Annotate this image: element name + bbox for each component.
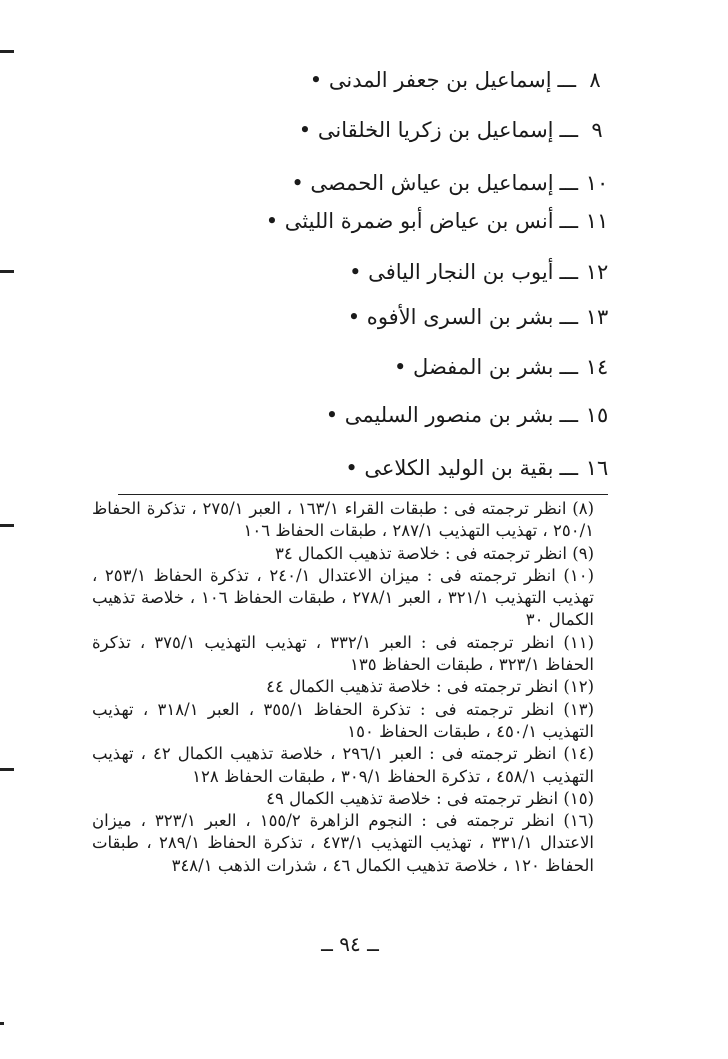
footnote-12: (١٢) انظر ترجمته فى : خلاصة تذهيب الكمال ٤٤ [266, 677, 594, 697]
entry-dash: ـــ [559, 456, 578, 480]
entry-name: إسماعيل بن جعفر المدنى • [309, 68, 552, 92]
list-item [291, 168, 610, 198]
entry-number: ١٠ [585, 171, 609, 195]
entry-dash: ـــ [559, 355, 578, 379]
footnote-10: (١٠) انظر ترجمته فى : ميزان الاعتدال ٢٤٠/١ ، تذكرة الحفاظ ٢٥٣/١ ، تهذيب التهذيب ٣٢١/١ ، العبر ٢٧٨/١ ، طبقات الحفاظ ١٠٦ ، خلاصة تذهيب الكمال ٣٠ [92, 565, 595, 630]
entry-number: ١٢ [585, 260, 609, 284]
page-number: ــ ٩٤ ــ [321, 932, 379, 956]
entry-name: إسماعيل بن عياش الحمصى • [291, 171, 554, 195]
entry-number: ٨ [589, 68, 601, 92]
scan-margin-mark [0, 768, 14, 771]
footnotes [92, 498, 608, 877]
list-item [345, 453, 610, 483]
footnote-16: (١٦) انظر ترجمته فى : النجوم الزاهرة ١٥٥/٢ ، العبر ٣٢٣/١ ، ميزان الاعتدال ٣٣١/١ ، تهذيب التهذيب ٤٧٣/١ ، تذكرة الحفاظ ٢٨٩/١ ، طبقات الحفاظ ١٢٠ ، خلاصة تذهيب الكمال ٤٦ ، شذرات الذهب ٣٤٨/١ [92, 811, 595, 875]
list-item [266, 206, 610, 236]
entry-name: بشر بن منصور السليمى • [325, 403, 554, 427]
entry-name: أيوب بن النجار اليافى • [349, 260, 554, 284]
entry-name: أنس بن عياض أبو ضمرة الليثى • [265, 209, 554, 233]
list-item [299, 115, 610, 145]
footnote-separator [118, 494, 608, 495]
entry-dash: ـــ [559, 171, 578, 195]
entry-name: بقية بن الوليد الكلاعى • [345, 456, 554, 480]
entry-dash: ـــ [559, 305, 578, 329]
entry-number: ١٥ [585, 403, 609, 427]
footnote-14: (١٤) انظر ترجمته فى : العبر ٢٩٦/١ ، خلاصة تذهيب الكمال ٤٢ ، تهذيب التهذيب ٤٥٨/١ ، تذكرة الحفاظ ٣٠٩/١ ، طبقات الحفاظ ١٢٨ [92, 744, 594, 786]
list-item [310, 65, 608, 95]
entry-number: ٩ [591, 118, 603, 142]
scan-margin-mark [0, 524, 14, 527]
footnote-11: (١١) انظر ترجمته فى : العبر ٣٣٢/١ ، تهذيب التهذيب ٣٧٥/١ ، تذكرة الحفاظ ٣٢٣/١ ، طبقات الحفاظ ١٣٥ [92, 632, 594, 675]
footnote-8: (٨) انظر ترجمته فى : طبقات القراء ١٦٣/١ ، العبر ٢٧٥/١ ، تذكرة الحفاظ ٢٥٠/١ ، تهذيب التهذيب ٢٨٧/١ ، طبقات الحفاظ ١٠٦ [92, 499, 594, 541]
entry-number: ١١ [585, 209, 609, 233]
entry-name: بشر بن المفضل • [394, 355, 554, 379]
list-item [394, 352, 610, 382]
entry-name: إسماعيل بن زكريا الخلقانى • [298, 118, 554, 142]
scan-margin-mark [0, 50, 14, 53]
entry-dash: ـــ [559, 118, 578, 142]
list-item [348, 302, 610, 332]
scan-margin-mark [0, 1022, 4, 1025]
entry-number: ١٤ [585, 355, 609, 379]
list-item [349, 257, 610, 287]
footnote-15: (١٥) انظر ترجمته فى : خلاصة تذهيب الكمال ٤٩ [266, 788, 594, 808]
entry-dash: ـــ [559, 260, 578, 284]
entry-dash: ـــ [559, 209, 578, 233]
entry-number: ١٣ [585, 305, 609, 329]
entry-name: بشر بن السرى الأفوه • [347, 305, 554, 329]
entry-dash: ـــ [559, 403, 578, 427]
list-item [326, 400, 610, 430]
footnote-9: (٩) انظر ترجمته فى : خلاصة تذهيب الكمال ٣٤ [274, 543, 594, 563]
scan-margin-mark [0, 270, 14, 273]
footnote-13: (١٣) انظر ترجمته فى : تذكرة الحفاظ ٣٥٥/١ ، العبر ٣١٨/١ ، تهذيب التهذيب ٤٥٠/١ ، طبقات الحفاظ ١٥٠ [92, 699, 595, 741]
entry-dash: ـــ [557, 68, 576, 92]
entry-number: ١٦ [585, 456, 609, 480]
